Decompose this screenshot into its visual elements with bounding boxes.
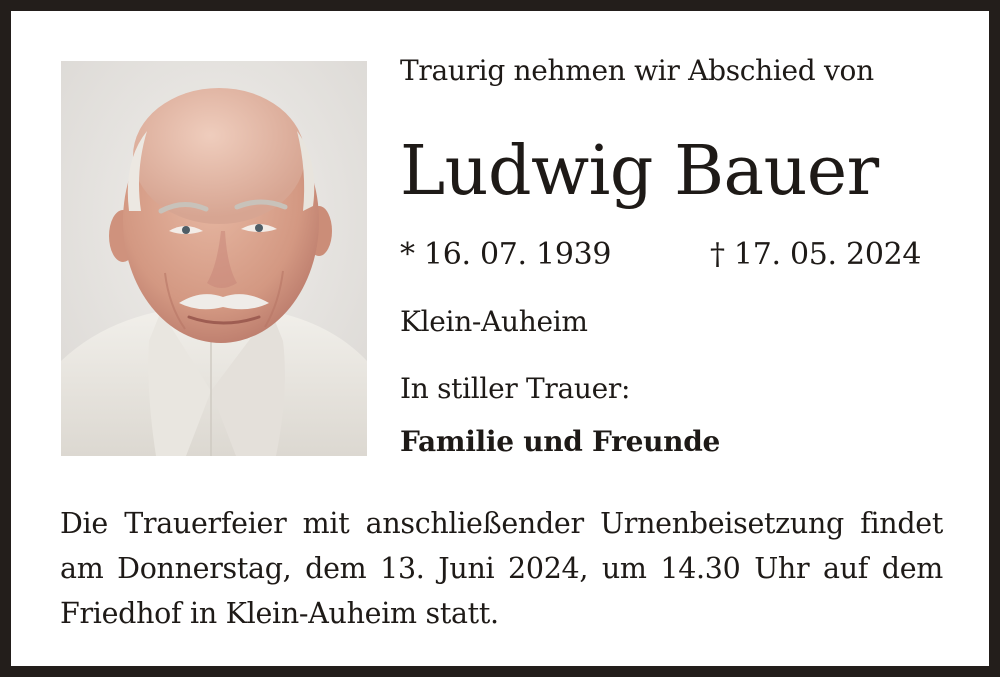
- portrait-image: [61, 61, 367, 456]
- death-date: † 17. 05. 2024: [710, 237, 922, 272]
- intro-line: Traurig nehmen wir Abschied von: [400, 54, 874, 87]
- birth-date: * 16. 07. 1939: [400, 237, 612, 272]
- portrait-photo: [61, 61, 367, 456]
- hometown: Klein-Auheim: [400, 305, 588, 338]
- mourners-names: Familie und Freunde: [400, 425, 720, 458]
- deceased-name: Ludwig Bauer: [400, 132, 879, 211]
- mourning-label: In stiller Trauer:: [400, 372, 631, 405]
- ceremony-details: Die Trauerfeier mit anschließender Urnenbeisetzung findet am Donnerstag, dem 13. Juni 2024, um 14.30 Uhr auf dem Friedhof in Klein-Auheim statt.: [60, 507, 943, 630]
